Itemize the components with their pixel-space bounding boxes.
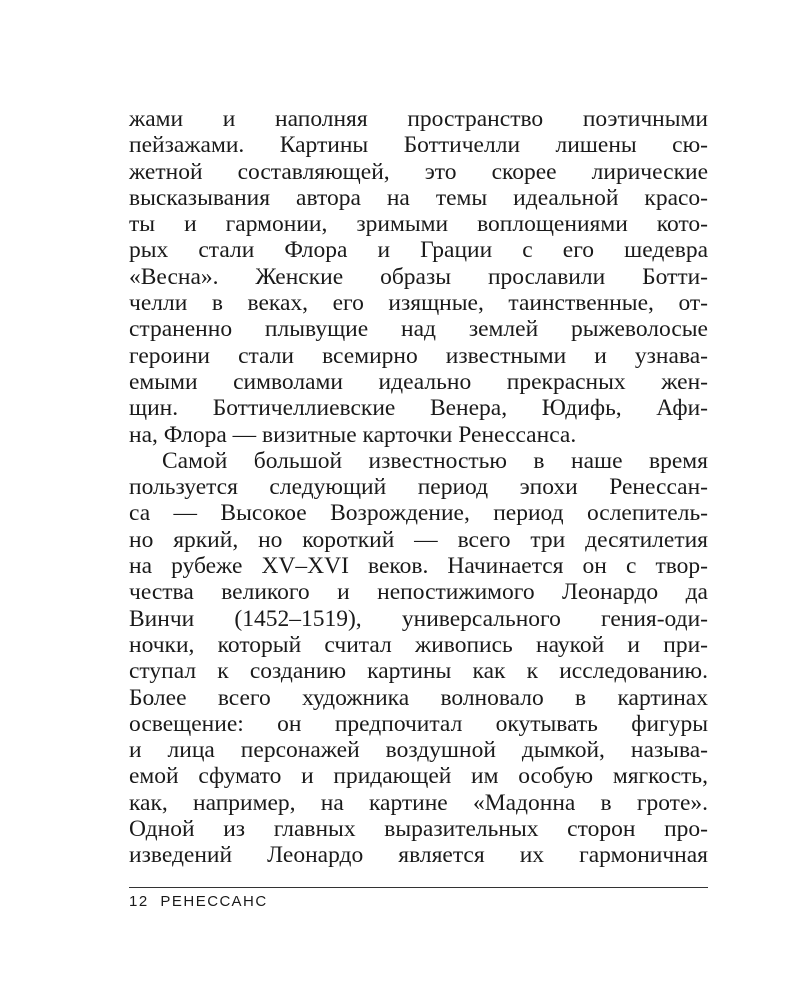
text-line: высказывания автора на темы идеальной красо- bbox=[129, 184, 708, 211]
text-line: рых стали Флора и Грации с его шедевра bbox=[129, 237, 708, 264]
text-line: героини стали всемирно известными и узнава- bbox=[129, 342, 708, 369]
paragraph bbox=[129, 448, 708, 869]
text-line: жетной составляющей, это скорее лирические bbox=[129, 158, 708, 185]
text-line: чества великого и непостижимого Леонардо да bbox=[129, 579, 708, 606]
text-line: «Весна». Женские образы прославили Ботти- bbox=[129, 263, 708, 290]
text-line: освещение: он предпочитал окутывать фигуры bbox=[129, 710, 708, 737]
text-line: Одной из главных выразительных сторон про- bbox=[129, 816, 708, 843]
text-line: пейзажами. Картины Боттичелли лишены сю- bbox=[129, 132, 708, 159]
text-line: щин. Боттичеллиевские Венера, Юдифь, Афи- bbox=[129, 395, 708, 422]
text-line: са — Высокое Возрождение, период ослепитель- bbox=[129, 500, 708, 527]
paragraph bbox=[129, 106, 708, 448]
text-line: как, например, на картине «Мадонна в гроте». bbox=[129, 789, 708, 816]
text-line: челли в веках, его изящные, таинственные, от- bbox=[129, 290, 708, 317]
text-line: на, Флора — визитные карточки Ренессанса. bbox=[129, 421, 577, 448]
text-line: страненно плывущие над землей рыжеволосые bbox=[129, 316, 708, 343]
footer-divider bbox=[129, 887, 708, 888]
text-line: но яркий, но короткий — всего три десятилетия bbox=[129, 526, 708, 553]
running-footer bbox=[129, 893, 268, 910]
text-line: и лица персонажей воздушной дымкой, называ- bbox=[129, 737, 708, 764]
text-line: ступал к созданию картины как к исследованию. bbox=[129, 658, 708, 685]
page-number: 12 bbox=[129, 893, 149, 910]
text-line: изведений Леонардо является их гармоничная bbox=[129, 842, 708, 869]
text-line: емой сфумато и придающей им особую мягкость, bbox=[129, 763, 708, 790]
text-line: жами и наполняя пространство поэтичными bbox=[129, 106, 708, 132]
section-title: РЕНЕССАНС bbox=[160, 893, 268, 910]
text-line: ты и гармонии, зримыми воплощениями кото- bbox=[129, 211, 708, 238]
text-line: пользуется следующий период эпохи Ренессан- bbox=[129, 474, 708, 501]
text-line: Более всего художника волновало в картинах bbox=[129, 684, 708, 711]
text-line: ночки, который считал живопись наукой и при- bbox=[129, 631, 708, 658]
text-line: Самой большой известностью в наше время bbox=[162, 447, 708, 474]
text-line: Винчи (1452–1519), универсального гения-оди- bbox=[129, 605, 708, 632]
body-text bbox=[129, 106, 708, 869]
text-line: на рубеже XV–XVI веков. Начинается он с твор- bbox=[129, 553, 708, 580]
text-line: емыми символами идеально прекрасных жен- bbox=[129, 368, 708, 395]
